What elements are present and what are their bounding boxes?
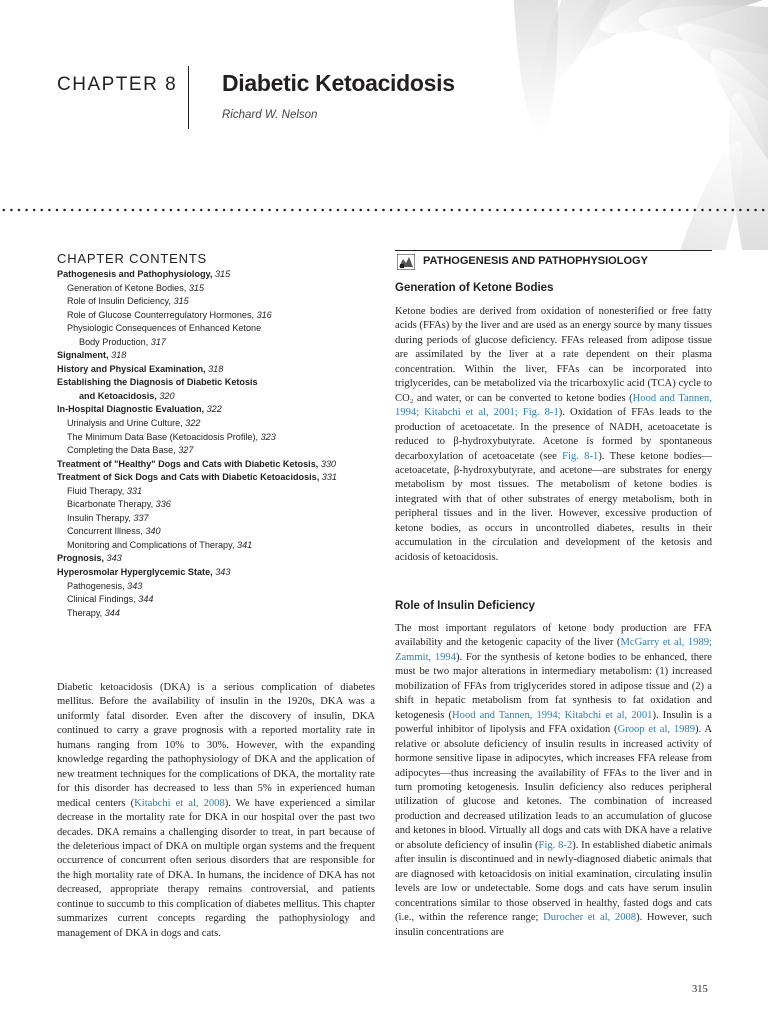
toc-entry xyxy=(57,471,357,485)
toc-entry xyxy=(57,593,357,607)
toc-entry-page: 317 xyxy=(150,336,166,347)
toc-entry-text: Role of Glucose Counterregulatory Hormones, xyxy=(67,309,255,320)
toc-entry xyxy=(57,268,357,282)
decorative-flower-graphic xyxy=(0,0,768,250)
toc-entry-page: 318 xyxy=(208,363,224,374)
toc-entry-page: 316 xyxy=(256,309,272,320)
toc-entry-text: Clinical Findings, xyxy=(67,594,136,605)
section-pictogram-icon xyxy=(397,254,415,270)
toc-entry-text: Establishing the Diagnosis of Diabetic Ketosis xyxy=(57,377,258,388)
toc-entry-text: Role of Insulin Deficiency, xyxy=(67,296,171,307)
toc-entry-page: 343 xyxy=(127,580,143,591)
toc-entry xyxy=(57,607,357,621)
toc-entry-text: Fluid Therapy, xyxy=(67,485,125,496)
toc-entry-page: 331 xyxy=(321,472,337,483)
text-run: ). These ketone bodies—acetoacetate, β-hydroxybutyrate, and acetone—are substrates for energy metabolism by most tissues. The metabolism of ketone bodies is integrated with that of other substrates of energy metabolism, both in peripheral tissues and in the liver. However, excessive production of ketone bodies, as occurs in uncontrolled diabetes, results in their accumulation in the circulation and development of the ketosis and acidosis of ketoacidosis. xyxy=(395,450,712,563)
toc-entry xyxy=(57,349,357,363)
toc-entry-text: Monitoring and Complications of Therapy, xyxy=(67,539,235,550)
toc-entry-page: 341 xyxy=(237,539,253,550)
toc-entry-page: 331 xyxy=(126,485,143,496)
intro-paragraph xyxy=(57,681,375,941)
toc-entry-page: 320 xyxy=(159,390,175,401)
text-run: Ketone bodies are derived from oxidation of nonesterified or free fatty acids (FFAs) by the liver and are used as an energy source by many tissues during periods of glucose deficiency. FFAs released from adipose tissue are assimilated by the liver at a rate dependent on their plasma concentration. Within the liver, FFAs can be incorporated into triglycerides, can be metabolized via the tricarboxylic acid (TCA) cycle to CO₂ and water, or can be converted to ketone bodies ( xyxy=(395,306,712,404)
chapter-label: CHAPTER 8 xyxy=(57,74,178,95)
toc-entry-text: Signalment, xyxy=(57,350,109,361)
insulin-deficiency-paragraph xyxy=(395,622,712,940)
toc-entry-text: Physiologic Consequences of Enhanced Ketone xyxy=(67,323,262,334)
citation-link[interactable]: Hood and Tannen, 1994; Kitabchi et al, 2001 xyxy=(452,709,653,721)
toc-entry-page: 330 xyxy=(320,458,336,469)
toc-entry xyxy=(57,525,357,539)
toc-entry-text: Concurrent Illness, xyxy=(67,526,143,537)
toc-entry-text: Treatment of Sick Dogs and Cats with Diabetic Ketoacidosis, xyxy=(57,472,320,483)
text-run: ). Insulin is a powerful inhibitor of lipolysis and FFA oxidation ( xyxy=(395,709,712,736)
text-run: ). In established diabetic animals after insulin is discontinued and in newly-diagnosed diabetic animals that are diagnosed with ketoacidosis on initial examination, circulating insulin levels are low or undetectable. Some dogs and cats have serum insulin concentrations similar to those observed in healthy, fasted dogs and cats (i.e., within the reference range; xyxy=(395,839,712,924)
toc-entry-page: 344 xyxy=(138,594,154,605)
toc-entry-text: In-Hospital Diagnostic Evaluation, xyxy=(57,404,205,415)
toc-entry-page: 343 xyxy=(215,567,231,578)
chapter-contents-heading: CHAPTER CONTENTS xyxy=(57,251,208,266)
subheading-generation-of-ketone-bodies: Generation of Ketone Bodies xyxy=(395,282,554,294)
ketone-bodies-paragraph xyxy=(395,305,712,565)
toc-entry-page: 315 xyxy=(215,269,231,279)
text-run: The most important regulators of ketone body production are FFA availability and the ketogenic capacity of the liver ( xyxy=(395,623,712,649)
text-run: ). A relative or absolute deficiency of insulin results in increased activity of hormone sensitive lipase in adipocytes, which increases FFA release from adipocytes—thus increasing the availability of FFAs to the liver and in turn promoting ketogenesis. Insulin deficiency also reduces peripheral utilization of glucose and ketones. The combination of increased production and decreased utilization leads to an accumulation of glucose and ketones in blood. Virtually all dogs and cats with DKA have a relative or absolute deficiency of insulin ( xyxy=(395,724,713,851)
section-heading: PATHOGENESIS AND PATHOPHYSIOLOGY xyxy=(423,255,648,267)
toc-entry-page: 323 xyxy=(260,431,276,442)
text-run: ). We have experienced a similar decrease in the mortality rate for DKA in our hospital over the past two decades. DKA remains a challenging disorder to treat, in part because of the deleterious impact of DKA on multiple organ systems and the frequent occurrence of concurrent often serious disorders that are responsible for the high mortality rate of DKA. In humans, the incidence of DKA has not decreased, appropriate therapy remains controversial, and patients continue to succumb to this complication of diabetes mellitus. This chapter summarizes current concepts regarding the pathophysiology and management of DKA in dogs and cats. xyxy=(57,797,375,939)
toc-entry xyxy=(57,363,357,377)
toc-entry-page: 344 xyxy=(104,607,120,618)
toc-entry xyxy=(57,403,357,417)
toc-entry-text: Treatment of "Healthy" Dogs and Cats with Diabetic Ketosis, xyxy=(57,458,319,469)
toc-entry xyxy=(57,498,357,512)
citation-link[interactable]: Durocher et al, 2008 xyxy=(543,912,637,924)
toc-entry xyxy=(57,376,357,390)
toc-entry xyxy=(57,580,357,594)
toc-entry-text: Pathogenesis and Pathophysiology, xyxy=(57,269,213,279)
toc-entry-text: and Ketoacidosis, xyxy=(79,390,157,401)
toc-entry xyxy=(57,552,357,566)
toc-entry-page: 315 xyxy=(173,296,189,307)
toc-entry-page: 327 xyxy=(178,445,194,456)
chapter-contents-list xyxy=(57,268,357,620)
citation-link[interactable]: Kitabchi et al, 2008 xyxy=(134,797,225,809)
toc-entry-text: Body Production, xyxy=(79,336,149,347)
toc-entry xyxy=(57,485,357,499)
toc-entry-text: Urinalysis and Urine Culture, xyxy=(67,418,183,429)
toc-entry xyxy=(57,282,357,296)
text-run: ). For the synthesis of ketone bodies to be enhanced, there must be two major alterations in intermediary metabolism: (1) increased mobilization of FFAs from triglycerides stored in adipose tissue and (2) a shift in hepatic metabolism from fat synthesis to fat oxidation and ketogenesis ( xyxy=(395,651,712,721)
toc-entry-page: 343 xyxy=(106,553,122,564)
toc-entry xyxy=(57,417,357,431)
toc-entry-page: 318 xyxy=(111,350,127,361)
author: Richard W. Nelson xyxy=(222,109,318,121)
toc-entry-text: Hyperosmolar Hyperglycemic State, xyxy=(57,567,213,578)
toc-entry xyxy=(57,322,357,336)
toc-entry xyxy=(57,336,357,350)
toc-entry-page: 322 xyxy=(206,404,222,415)
toc-entry xyxy=(57,458,357,472)
header-divider xyxy=(188,66,189,129)
toc-entry xyxy=(57,512,357,526)
citation-link[interactable]: Groop et al, 1989 xyxy=(617,724,696,736)
toc-entry-text: Completing the Data Base, xyxy=(67,445,176,456)
toc-entry xyxy=(57,444,357,458)
dotted-divider xyxy=(0,208,768,212)
toc-entry xyxy=(57,566,357,580)
toc-entry-page: 322 xyxy=(185,418,201,429)
toc-entry xyxy=(57,295,357,309)
toc-entry-page: 315 xyxy=(188,282,205,293)
chapter-contents xyxy=(57,251,357,620)
toc-entry-text: Generation of Ketone Bodies, xyxy=(67,282,187,293)
toc-entry-text: Insulin Therapy, xyxy=(67,512,131,523)
toc-entry-text: Therapy, xyxy=(67,607,103,618)
citation-link[interactable]: Fig. 8-1 xyxy=(562,450,599,462)
page-number: 315 xyxy=(692,984,708,995)
toc-entry xyxy=(57,390,357,404)
toc-entry xyxy=(57,431,357,445)
toc-entry-text: Pathogenesis, xyxy=(67,580,125,591)
citation-link[interactable]: Hood and Tannen, 1994; Kitabchi et al, 2001; Fig. 8-1 xyxy=(395,392,712,419)
toc-entry-text: Prognosis, xyxy=(57,553,104,564)
citation-link[interactable]: Fig. 8-2 xyxy=(538,839,573,851)
toc-entry xyxy=(57,539,357,553)
toc-entry-text: History and Physical Examination, xyxy=(57,363,206,374)
subheading-role-of-insulin-deficiency: Role of Insulin Deficiency xyxy=(395,600,535,612)
toc-entry-text: The Minimum Data Base (Ketoacidosis Profile), xyxy=(67,431,259,442)
toc-entry-page: 340 xyxy=(145,526,161,537)
toc-entry-page: 336 xyxy=(155,499,171,510)
citation-link[interactable]: McGarry et al, 1989; Zammit, 1994 xyxy=(395,637,712,663)
chapter-title: Diabetic Ketoacidosis xyxy=(222,70,455,96)
toc-entry xyxy=(57,309,357,323)
toc-entry-text: Bicarbonate Therapy, xyxy=(67,499,154,510)
text-run: ). However, such insulin concentrations are xyxy=(395,912,712,938)
text-run: Diabetic ketoacidosis (DKA) is a serious complication of diabetes mellitus. Before the availability of insulin in the 1920s, DKA was a uniformly fatal disorder. Even after the discovery of insulin, DKA continued to carry a grave prognosis with a reported mortality rate in humans ranging from 10% to 30%. However, with the expanding knowledge regarding the pathophysiology of DKA and the application of new treatment techniques for the complications of DKA, the mortality rate for this disorder has decreased to less than 5% in experienced human medical centers ( xyxy=(57,682,375,809)
toc-entry-page: 337 xyxy=(133,512,149,523)
text-run: ). Oxidation of FFAs leads to the production of acetoacetate. In the presence of NADH, acetoacetate is reduced to β-hydroxybutyrate. Acetone is formed by spontaneous decarboxylation of acetoacetate (see xyxy=(395,407,712,462)
section-rule xyxy=(395,250,712,251)
